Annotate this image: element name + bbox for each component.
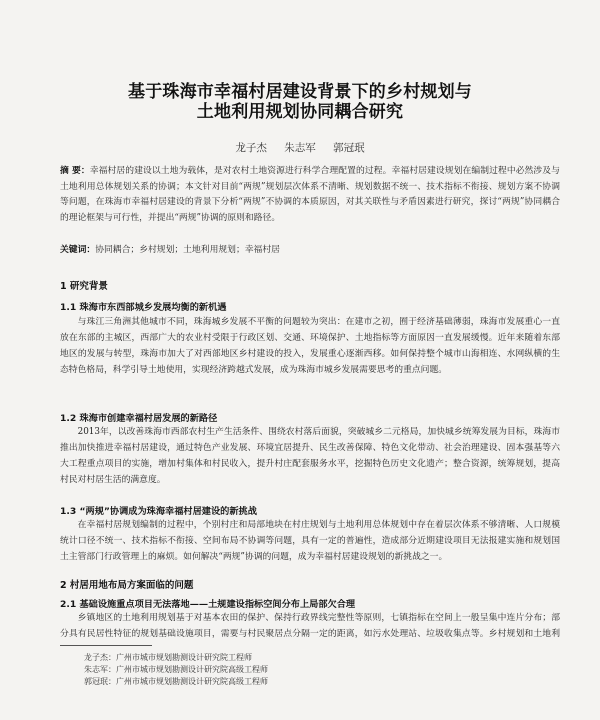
- keywords-label: 关键词：: [60, 245, 96, 255]
- footnote-author-2: 朱志军：广州市城市规划勘测设计研究院高级工程师: [84, 665, 268, 674]
- subsection-heading-2-1: 2.1 基础设施重点项目无法落地——土规建设指标空间分布上局部欠合理: [60, 599, 356, 610]
- paragraph-1-1: 与珠江三角洲其他城市不同，珠海城乡发展不平衡的问题较为突出：在建市之初，囿于经济基础薄弱，珠海市发展重心一直放在东部的主城区，西部广大的农业村受限于行政区划、交通、环境保护、土地指标等方面原因一直发展缓慢。近年来随着东部地区的发展与转型，珠海市加大了对西部地区乡村建设的投入，发展重心逐渐西移。如何保持整个城市山海相连、水网纵横的生态特色格局，科学引导土地使用，实现经济跨越式发展，成为珠海市城乡发展需要思考的重点问题。: [60, 317, 560, 375]
- abstract-text: 幸福村居的建设以土地为载体，是对农村土地资源进行科学合理配置的过程。幸福村居建设规划在编制过程中必然涉及与土地利用总体规划关系的协调；本文针对目前“两规”规划层次体系不清晰、规划数据不统一、技术指标不衔接、规划方案不协调等问题，在珠海市幸福村居建设的背景下分析“两规”不协调的本质原因，对其关联性与矛盾因素进行研究，探讨“两规”协同耦合的理论框架与可行性，并提出“两规”协调的原则和路径。: [60, 166, 560, 223]
- subsection-heading-1-3: 1.3 “两规”协调成为珠海幸福村居建设的新挑战: [60, 506, 257, 517]
- keywords: [60, 243, 560, 258]
- abstract-label: 摘 要：: [60, 166, 90, 176]
- author-list: 龙子杰 朱志军 郭冠珉: [235, 142, 365, 154]
- paper-title-line-2: 土地利用规划协同耦合研究: [196, 102, 404, 122]
- section-heading-2: 2 村居用地布局方案面临的问题: [60, 580, 194, 591]
- subsection-heading-1-1: 1.1 珠海市东西部城乡发展均衡的新机遇: [60, 302, 227, 313]
- subsection-heading-1-2: 1.2 珠海市创建幸福村居发展的新路径: [60, 413, 218, 424]
- footnote-author-3: 郭冠珉：广州市城市规划勘测设计研究院高级工程师: [84, 677, 268, 686]
- paragraph-2-1: 乡镇地区的土地利用规划基于对基本农田的保护、保持行政界线完整性等原则，七镇指标在空间上一般呈集中连片分布；部分具有民居性特征的规划基础设施项目，需要与村民聚居点分隔一定的距离，如污水处理站、垃圾收集点等。乡村规划和土地利: [60, 613, 560, 639]
- paper-title-line-1: 基于珠海市幸福村居建设背景下的乡村规划与: [128, 82, 472, 102]
- section-heading-1: 1 研究背景: [60, 281, 108, 292]
- abstract: [60, 164, 560, 226]
- footnote-author-1: 龙子杰：广州市城市规划勘测设计研究院工程师: [84, 653, 252, 662]
- keywords-text: 协同耦合；乡村规划；土地利用规划；幸福村居: [95, 245, 280, 255]
- paragraph-1-3: 在幸福村居规划编制的过程中，个别村庄和局部地块在村庄规划与土地利用总体规划中存在着层次体系不够清晰、人口规模统计口径不统一、技术指标不衔接、空间布局不协调等问题，具有一定的普遍性，造成部分近期建设项目无法报建实施和规划国土主管部门行政管理上的麻烦。如何解决“两规”协调的问题，成为幸福村居建设规划的新挑战之一。: [60, 520, 560, 562]
- paragraph-1-2: 2013年，以改善珠海市西部农村生产生活条件、围绕农村落后面貌，突破城乡二元格局，加快城乡统筹发展为目标，珠海市推出加快推进幸福村居建设，通过特色产业发展、环境宜居提升、民生改善保障、特色文化带动、社会治理建设、固本强基等六大工程重点项目的实施，增加村集体和村民收入，提升村庄配套服务水平，挖掘特色历史文化遗产；整合资源，统筹规划，提高村民对村居生活的满意度。: [60, 427, 560, 485]
- footnote-divider: [60, 645, 152, 646]
